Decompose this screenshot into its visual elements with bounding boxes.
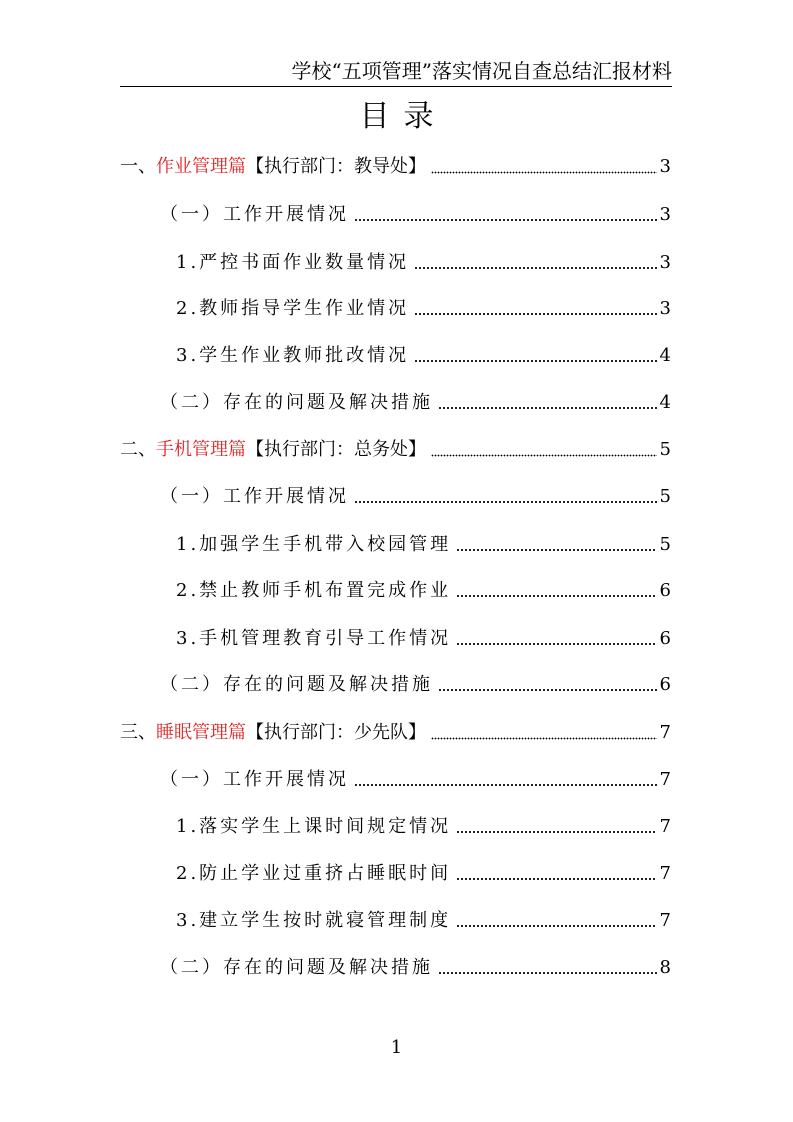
toc-entry[interactable] [160,388,671,418]
toc-page-number: 6 [659,580,671,601]
toc-entry-label: 3.学生作业教师批改情况 [176,345,410,366]
page-title: 目录 [359,99,448,134]
toc-entry-label: 2.禁止教师手机布置完成作业 [176,580,452,601]
toc-dot-leader [431,454,657,457]
toc-dot-leader [354,218,657,222]
toc-section-sleep[interactable] [120,718,671,748]
page-number-footer: 1 [390,1037,403,1058]
toc-section-dept: 【执行部门：总务处】 [246,439,426,460]
toc-section-number: 二、 [120,439,156,460]
toc-page-number: 7 [659,910,671,931]
toc-dot-leader [414,312,656,316]
toc-entry-label: 1.落实学生上课时间规定情况 [176,816,452,837]
toc-dot-leader [414,266,656,270]
toc-page-number: 4 [659,345,671,366]
toc-entry[interactable] [176,576,671,606]
toc-dot-leader [456,548,656,552]
toc-entry-label: （一）工作开展情况 [160,204,349,225]
toc-entry[interactable] [176,294,671,324]
toc-entry[interactable] [176,624,671,654]
toc-dot-leader [354,500,657,504]
toc-entry-label: 2.防止学业过重挤占睡眠时间 [176,863,452,884]
toc-entry[interactable] [160,953,671,983]
toc-entry[interactable] [160,200,671,230]
toc-page-number: 7 [659,769,671,790]
toc-page-number: 7 [659,863,671,884]
toc-page-number: 4 [659,392,671,413]
toc-section-homework[interactable] [120,152,671,182]
toc-page-number: 5 [659,486,671,507]
running-header [120,56,672,87]
toc-dot-leader [456,594,656,598]
toc-dot-leader [431,737,657,740]
toc-entry-label: 1.加强学生手机带入校园管理 [176,534,452,555]
toc-page-number: 3 [659,156,671,177]
toc-dot-leader [438,971,657,975]
toc-page-number: 6 [659,674,671,695]
toc-entry[interactable] [176,906,671,936]
toc-dot-leader [354,783,657,787]
toc-entry[interactable] [160,765,671,795]
toc-section-phone[interactable] [120,435,671,465]
toc-page-number: 3 [659,252,671,273]
toc-page-number: 3 [659,298,671,319]
toc-section-number: 一、 [120,156,156,177]
toc-page-number: 7 [659,722,671,743]
toc-entry[interactable] [176,812,671,842]
toc-entry-label: 3.手机管理教育引导工作情况 [176,628,452,649]
toc-entry[interactable] [176,530,671,560]
toc-entry-label: 3.建立学生按时就寝管理制度 [176,910,452,931]
toc-entry-label: （一）工作开展情况 [160,486,349,507]
toc-entry-label: （二）存在的问题及解决措施 [160,392,433,413]
toc-entry[interactable] [176,341,671,371]
toc-entry[interactable] [160,670,671,700]
toc-entry-label: （二）存在的问题及解决措施 [160,957,433,978]
toc-page-number: 7 [659,816,671,837]
toc-section-name: 作业管理篇 [156,156,246,177]
toc-dot-leader [438,688,657,692]
toc-section-name: 睡眠管理篇 [156,722,246,743]
running-header-text: 学校“五项管理”落实情况自查总结汇报材料 [291,59,672,83]
toc-dot-leader [438,406,657,410]
toc-page-number: 3 [659,204,671,225]
toc-dot-leader [414,359,656,363]
toc-entry-label: 1.严控书面作业数量情况 [176,252,410,273]
toc-dot-leader [456,830,656,834]
toc-section-dept: 【执行部门：少先队】 [246,722,426,743]
toc-dot-leader [456,877,656,881]
toc-section-dept: 【执行部门：教导处】 [246,156,426,177]
toc-entry[interactable] [176,859,671,889]
toc-page-number: 8 [659,957,671,978]
toc-entry[interactable] [160,482,671,512]
toc-page-number: 5 [659,439,671,460]
toc-dot-leader [456,642,656,646]
toc-dot-leader [431,171,657,174]
toc-section-name: 手机管理篇 [156,439,246,460]
toc-entry[interactable] [176,248,671,278]
toc-page-number: 6 [659,628,671,649]
toc-page-number: 5 [659,534,671,555]
toc-section-number: 三、 [120,722,156,743]
toc-dot-leader [456,924,656,928]
toc-entry-label: （二）存在的问题及解决措施 [160,674,433,695]
toc-entry-label: 2.教师指导学生作业情况 [176,298,410,319]
toc-entry-label: （一）工作开展情况 [160,769,349,790]
